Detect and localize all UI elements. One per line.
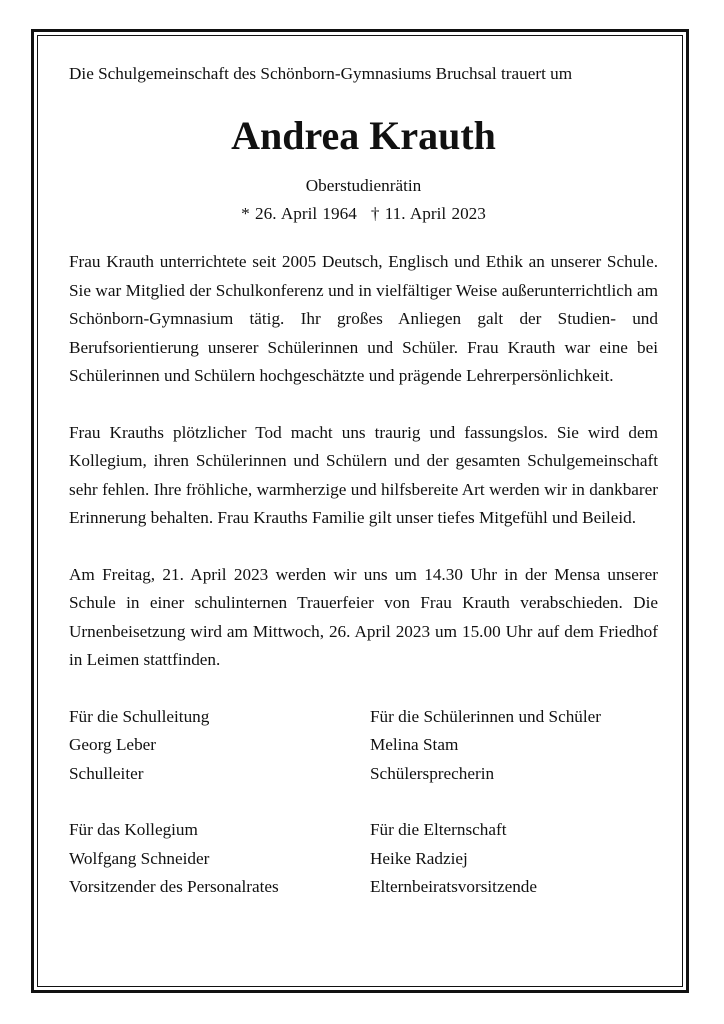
signature-role: Schulleiter: [69, 763, 144, 783]
signature-block: [69, 703, 370, 789]
intro-line: Die Schulgemeinschaft des Schönborn-Gymnasiums Bruchsal trauert um: [69, 64, 573, 83]
signature-for: Für das Kollegium: [69, 820, 198, 839]
signature-block: [69, 816, 370, 902]
signature-block: [370, 816, 658, 902]
signature-name: Melina Stam: [370, 735, 459, 754]
signature-for: Für die Schülerinnen und Schüler: [370, 706, 602, 726]
signature-block: [370, 703, 658, 789]
signature-for: Für die Elternschaft: [370, 820, 507, 839]
deceased-name: Andrea Krauth: [231, 113, 496, 158]
signature-role: Elternbeiratsvorsitzende: [370, 877, 538, 896]
paragraph-career: Frau Krauth unterrichtete seit 2005 Deutsch, Englisch und Ethik an unserer Schule. Sie war Mitglied der Schulkonferenz und in vielfältiger Weise außerunterrichtlich am Schönborn-Gymnasium tätig. Ihr großes Anliegen galt der Studien- und Berufsorientierung unserer Schülerinnen und Schüler. Frau Krauth war eine bei Schülerinnen und Schülern hochgeschätzte und prägende Lehrerpersönlichkeit.: [69, 252, 658, 385]
signature-role: Schülersprecherin: [370, 763, 495, 783]
birth-date: * 26. April 1964: [241, 204, 357, 223]
signature-for: Für die Schulleitung: [69, 706, 210, 726]
signatures: [69, 703, 658, 930]
obituary-content: [69, 52, 658, 930]
signature-role: Vorsitzender des Personalrates: [69, 877, 279, 896]
paragraph-condolence: Frau Krauths plötzlicher Tod macht uns traurig und fassungslos. Sie wird dem Kollegium, ihren Schülerinnen und Schülern und der gesamten Schulgemeinschaft sehr fehlen. Ihre fröhliche, warmherzige und hilfsbereite Art werden wir in dankbarer Erinnerung behalten. Frau Krauths Familie gilt unser tiefes Mitgefühl und Beileid.: [69, 422, 658, 527]
signature-name: Heike Radziej: [370, 848, 468, 868]
death-date: † 11. April 2023: [370, 204, 486, 223]
paragraph-memorial: Am Freitag, 21. April 2023 werden wir uns um 14.30 Uhr in der Mensa unserer Schule in einer schulinternen Trauerfeier von Frau Krauth verabschieden. Die Urnenbeisetzung wird am Mittwoch, 26. April 2023 um 15.00 Uhr auf dem Friedhof in Leimen stattfinden.: [69, 564, 658, 669]
signature-name: Wolfgang Schneider: [69, 848, 210, 868]
life-dates: [69, 202, 658, 226]
deceased-title: Oberstudienrätin: [305, 176, 422, 195]
signature-name: Georg Leber: [69, 735, 157, 754]
